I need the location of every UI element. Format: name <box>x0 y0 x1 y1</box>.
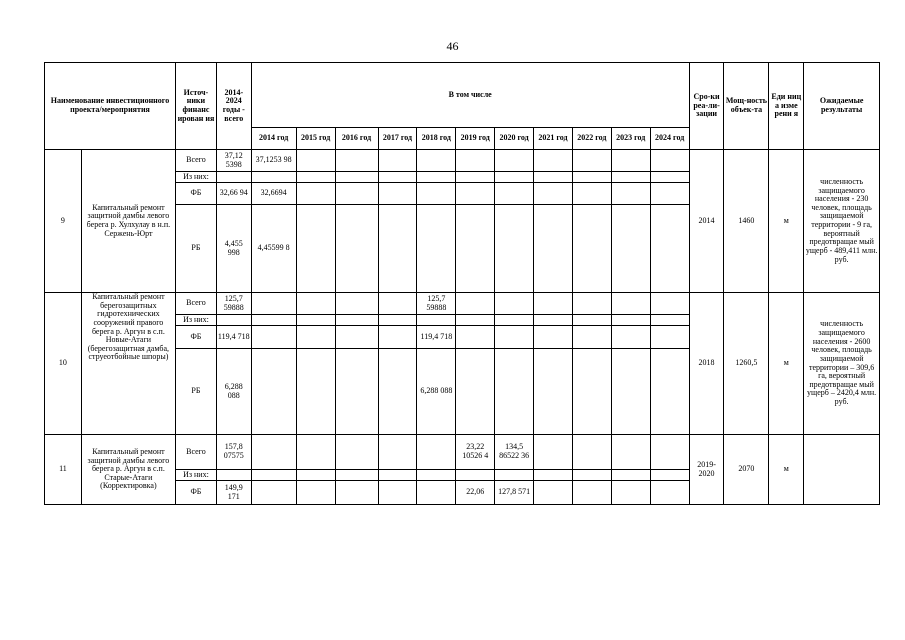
project-number: 9 <box>45 150 82 293</box>
total-cell: 149,9 171 <box>216 481 251 505</box>
investment-projects-table <box>44 62 880 505</box>
table-row <box>45 435 880 470</box>
total-cell: 125,7 59888 <box>216 293 251 315</box>
year-cell <box>251 435 296 470</box>
total-cell: 119,4 718 <box>216 326 251 349</box>
total-cell: 4,455 998 <box>216 205 251 293</box>
total-cell: 6,288 088 <box>216 349 251 435</box>
year-cell: 6,288 088 <box>417 349 456 435</box>
year-cell <box>456 183 495 205</box>
year-cell <box>417 183 456 205</box>
deadline-cell: 2014 <box>689 150 724 293</box>
year-cell: 37,1253 98 <box>251 150 296 172</box>
source-cell: ФБ <box>175 183 216 205</box>
source-cell: Из них: <box>175 470 216 481</box>
results-cell: численность защищаемого населения - 230 человек, площадь защищаемой территории - 9 га, вероятный предотвращае мый ущерб - 489,411 млн. руб. <box>804 150 880 293</box>
year-header: 2021 год <box>534 128 573 150</box>
year-header: 2018 год <box>417 128 456 150</box>
capacity-cell: 1260,5 <box>724 293 769 435</box>
year-header: 2019 год <box>456 128 495 150</box>
year-header: 2024 год <box>650 128 689 150</box>
year-cell: 32,6694 <box>251 183 296 205</box>
year-cell <box>495 293 534 315</box>
project-name: Капитальный ремонт берегозащитных гидротехнических сооружений правого берега р. Аргун в с.п. Новые-Атаги (берегозащитная дамба, струеотбойные шпоры) <box>81 293 175 435</box>
year-cell: 4,45599 8 <box>251 205 296 293</box>
source-cell: РБ <box>175 205 216 293</box>
year-cell <box>495 150 534 172</box>
project-name: Капитальный ремонт защитной дамбы левого берега р. Аргун в с.п. Старые-Атаги (Корректировка) <box>81 435 175 505</box>
capacity-cell: 1460 <box>724 150 769 293</box>
year-cell <box>417 481 456 505</box>
source-cell: Всего <box>175 150 216 172</box>
year-cell <box>495 326 534 349</box>
header-name: Наименование инвестиционного проекта/мероприятия <box>45 63 176 150</box>
year-cell: 23,22 10526 4 <box>456 435 495 470</box>
year-header: 2016 год <box>335 128 378 150</box>
source-cell: Всего <box>175 293 216 315</box>
year-cell <box>251 349 296 435</box>
unit-cell: м <box>769 150 804 293</box>
header-capacity: Мощ-ность объек-та <box>724 63 769 150</box>
project-name: Капитальный ремонт защитной дамбы левого берега р. Хулхулау в н.п. Сержень-Юрт <box>81 150 175 293</box>
year-cell <box>417 150 456 172</box>
year-cell <box>417 435 456 470</box>
year-cell: 134,5 86522 36 <box>495 435 534 470</box>
year-cell: 125,7 59888 <box>417 293 456 315</box>
year-cell: 119,4 718 <box>417 326 456 349</box>
year-cell <box>251 326 296 349</box>
year-cell <box>251 293 296 315</box>
year-cell <box>456 349 495 435</box>
year-header: 2017 год <box>378 128 417 150</box>
year-cell <box>495 349 534 435</box>
year-header: 2014 год <box>251 128 296 150</box>
year-header: 2020 год <box>495 128 534 150</box>
total-cell: 37,12 5398 <box>216 150 251 172</box>
year-cell <box>495 205 534 293</box>
page-number: 46 <box>446 39 459 53</box>
header-row <box>45 63 880 128</box>
year-header: 2022 год <box>572 128 611 150</box>
total-cell: 157,8 07575 <box>216 435 251 470</box>
source-cell: Из них: <box>175 172 216 183</box>
year-cell: 127,8 571 <box>495 481 534 505</box>
header-source: Источ-ники финанс ирован ия <box>175 63 216 150</box>
year-cell: 22,06 <box>456 481 495 505</box>
results-cell <box>804 435 880 505</box>
year-cell <box>251 481 296 505</box>
table-row <box>45 293 880 315</box>
source-cell: РБ <box>175 349 216 435</box>
source-cell: ФБ <box>175 481 216 505</box>
header-deadline: Сро-ки реа-ли-зации <box>689 63 724 150</box>
deadline-cell: 2019-2020 <box>689 435 724 505</box>
header-results: Ожидаемые результаты <box>804 63 880 150</box>
table-row <box>45 150 880 172</box>
year-cell <box>495 183 534 205</box>
unit-cell: м <box>769 435 804 505</box>
source-cell: Всего <box>175 435 216 470</box>
header-total: 2014-2024 годы - всего <box>216 63 251 150</box>
year-cell <box>456 293 495 315</box>
year-header: 2023 год <box>611 128 650 150</box>
header-including: В том числе <box>251 63 689 128</box>
year-cell <box>456 326 495 349</box>
year-cell <box>456 205 495 293</box>
year-cell <box>417 205 456 293</box>
project-number: 10 <box>45 293 82 435</box>
project-number: 11 <box>45 435 82 505</box>
year-header: 2015 год <box>296 128 335 150</box>
source-cell: ФБ <box>175 326 216 349</box>
year-cell <box>456 150 495 172</box>
results-cell: численность защищаемого населения - 2600 человек, площадь защищаемой территории – 309,6 га, вероятный предотвращае мый ущерб – 2420,4 млн. руб. <box>804 293 880 435</box>
source-cell: Из них: <box>175 315 216 326</box>
total-cell: 32,66 94 <box>216 183 251 205</box>
capacity-cell: 2070 <box>724 435 769 505</box>
unit-cell: м <box>769 293 804 435</box>
deadline-cell: 2018 <box>689 293 724 435</box>
header-unit: Еди ниц а изме рени я <box>769 63 804 150</box>
